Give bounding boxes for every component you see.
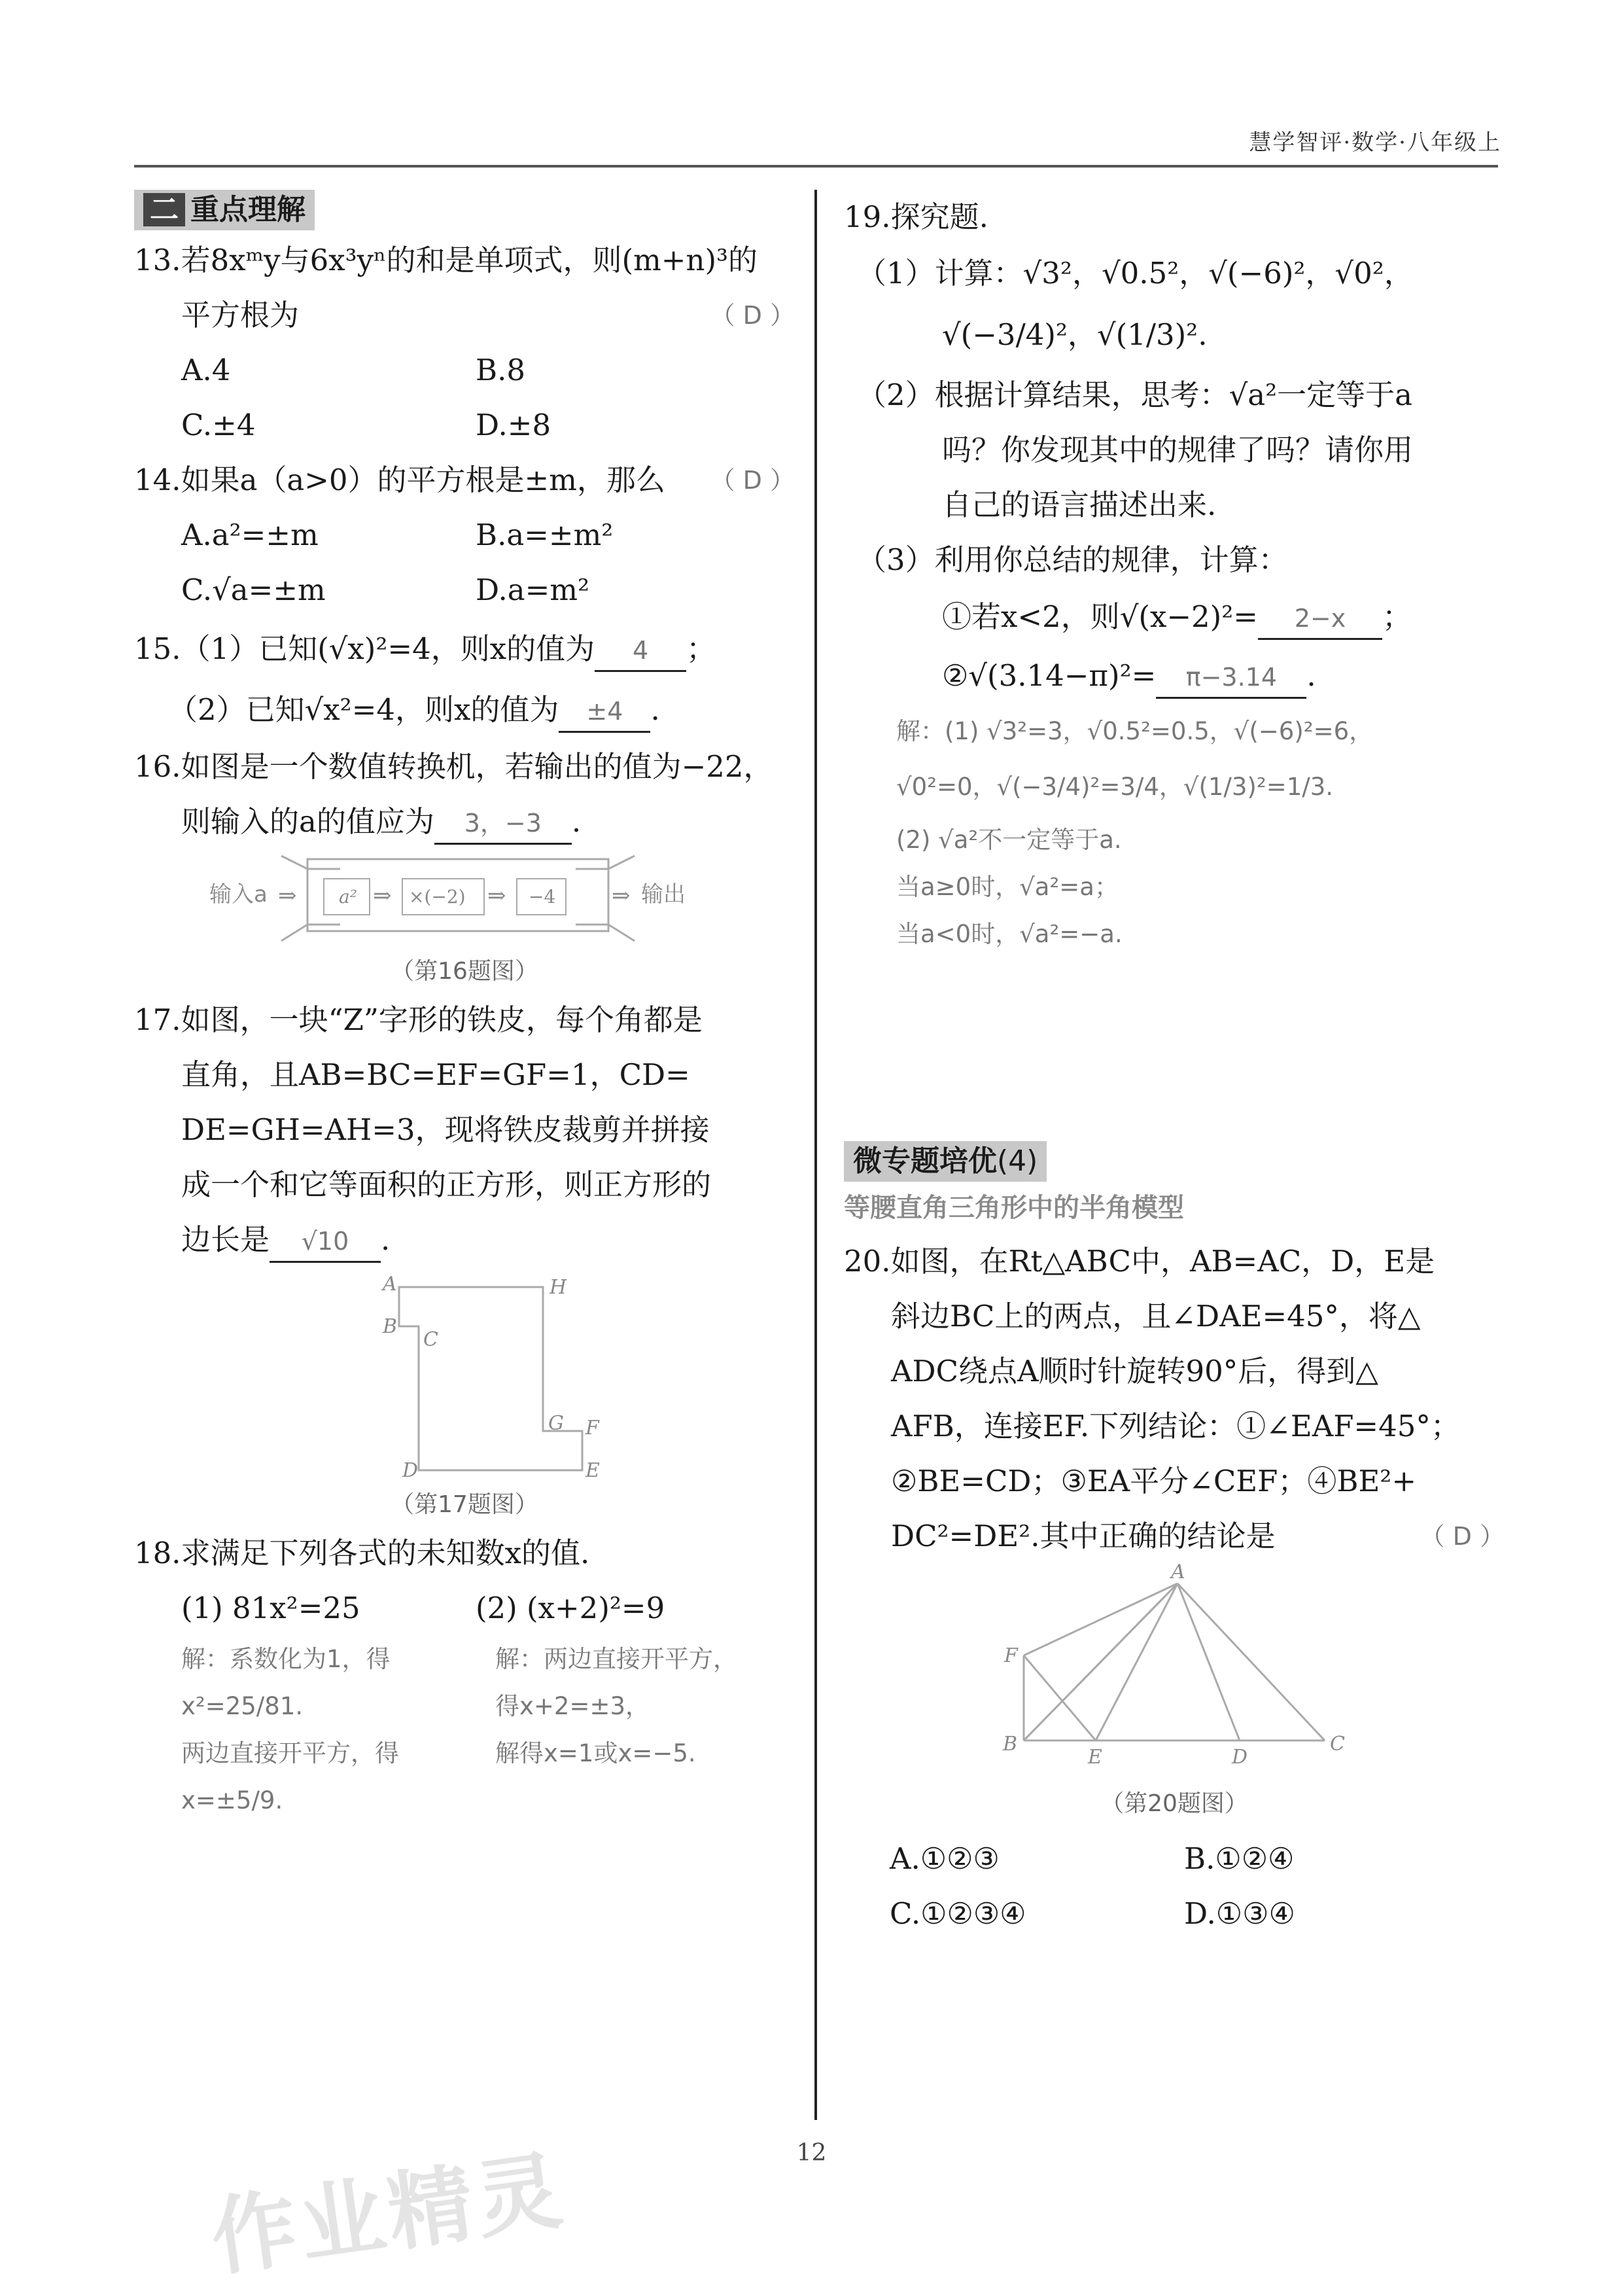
- q17-z-shape-diagram: [334, 1267, 600, 1483]
- q19-p3-b: ②√(3.14−π)²=: [942, 658, 1157, 693]
- question-20: [844, 1234, 1505, 1941]
- q20-option-d: D.①③④: [1184, 1896, 1295, 1931]
- q17-z-shape: [399, 1287, 582, 1470]
- q20-line6: DC²=DE².其中正确的结论是: [891, 1519, 1276, 1553]
- q17-label-h: H: [550, 1276, 567, 1299]
- q16-box3-text: −4: [529, 886, 556, 908]
- q14-line1: 14.如果a（a>0）的平方根是±m，那么: [134, 463, 665, 497]
- special-title: 微专题培优: [853, 1144, 997, 1178]
- q20-line1: 20.如图，在Rt△ABC中，AB=AC，D，E是: [844, 1244, 1435, 1279]
- special-topic-heading: [844, 1141, 1505, 1182]
- q20-line5: ②BE=CD；③EA平分∠CEF；④BE²+: [891, 1464, 1417, 1498]
- q17-end: .: [381, 1222, 391, 1257]
- q18-s2-line2: 得x+2=±3，: [495, 1692, 650, 1720]
- q20-label-a: A: [1171, 1561, 1185, 1583]
- q17-caption: （第17题图）: [391, 1491, 538, 1518]
- q20-option-b: B.①②④: [1184, 1841, 1295, 1876]
- header-rule: [134, 165, 1498, 168]
- q20-label-d: D: [1232, 1746, 1248, 1769]
- q18-s1-line3: 两边直接开平方，得: [181, 1739, 399, 1767]
- q20-line3: ADC绕点A顺时针旋转90°后，得到△: [891, 1354, 1378, 1388]
- arrow-icon: ⇒: [278, 883, 297, 909]
- q14-option-c: C.√a=±m: [181, 573, 326, 607]
- q19-p2-line2: 吗？你发现其中的规律了吗？请你用: [942, 433, 1414, 467]
- left-column: [134, 190, 795, 1824]
- q18-s2-line3: 解得x=1或x=−5.: [495, 1739, 696, 1767]
- arrow-icon: ⇒: [612, 883, 631, 909]
- q20-line4: AFB，连接EF.下列结论：①∠EAF=45°；: [891, 1409, 1460, 1443]
- q17-label-c: C: [423, 1328, 438, 1351]
- q14-answer: （ D ）: [710, 466, 795, 495]
- question-14: [134, 453, 795, 618]
- q16-output-label: 输出: [641, 881, 686, 908]
- q19-sol-line2: √0²=0，√(−3/4)²=3/4，√(1/3)²=1/3.: [896, 773, 1334, 801]
- question-19: [844, 190, 1505, 958]
- q20-triangle-diagram: [991, 1561, 1357, 1780]
- q19-title: 19.探究题.: [844, 200, 988, 234]
- q13-answer: （ D ）: [710, 301, 795, 330]
- q18-s2-line1: 解：两边直接开平方，: [495, 1645, 737, 1673]
- q16-caption: （第16题图）: [391, 958, 538, 985]
- q20-caption: （第20题图）: [1100, 1790, 1248, 1817]
- arrow-icon: ⇒: [373, 883, 392, 909]
- q13-option-c: C.±4: [181, 408, 256, 442]
- q13-option-b: B.8: [476, 353, 526, 387]
- q20-option-c: C.①②③④: [890, 1896, 1026, 1931]
- q19-sol-line5: 当a<0时，√a²=−a.: [896, 920, 1123, 948]
- q20-answer: （ D ）: [1420, 1522, 1505, 1551]
- q17-line3: DE=GH=AH=3，现将铁皮裁剪并拼接: [181, 1112, 710, 1147]
- q15-part2: （2）已知√x²=4，则x的值为: [168, 692, 559, 727]
- question-18: [134, 1526, 795, 1824]
- q17-answer: √10: [270, 1222, 381, 1263]
- q16-conversion-machine-diagram: [209, 849, 720, 947]
- q16-box2-text: ×(−2): [409, 886, 466, 908]
- q16-line2: 则输入的a的值应为: [181, 804, 434, 839]
- q19-p3-b-end: .: [1306, 658, 1316, 693]
- q17-label-d: D: [402, 1459, 419, 1482]
- q15-end1: ；: [686, 631, 716, 666]
- q18-s1-line2: x²=25/81.: [181, 1692, 304, 1720]
- section-heading: [134, 190, 795, 230]
- section-title: 重点理解: [190, 193, 305, 226]
- q19-solution: [844, 705, 1505, 958]
- q17-label-b: B: [383, 1315, 398, 1338]
- q20-label-b: B: [1003, 1733, 1018, 1756]
- q19-p3-a-end: ；: [1382, 599, 1412, 634]
- q19-p1-line1: （1）计算：√3²，√0.5²，√(−6)²，√0²，: [857, 256, 1414, 291]
- q19-p3-b-answer: π−3.14: [1156, 658, 1306, 699]
- q20-line2: 斜边BC上的两点，且∠DAE=45°，将△: [891, 1299, 1421, 1333]
- q18-line1: 18.求满足下列各式的未知数x的值.: [134, 1536, 590, 1570]
- q15-answer2: ±4: [559, 692, 650, 733]
- q13-line1: 13.若8xᵐy与6x³yⁿ的和是单项式，则(m+n)³的: [134, 243, 758, 277]
- q19-p3-a: ①若x<2，则√(x−2)²=: [942, 599, 1258, 634]
- question-13: [134, 233, 795, 453]
- q18-solution2: [495, 1636, 737, 1824]
- q13-option-a: A.4: [181, 353, 231, 387]
- q16-input-label: 输入a: [209, 881, 268, 908]
- special-num: (4): [997, 1144, 1038, 1178]
- right-column: [844, 190, 1505, 1941]
- q17-label-e: E: [585, 1459, 600, 1482]
- section-number: 二: [143, 193, 185, 226]
- q16-answer: 3，−3: [434, 804, 572, 845]
- q14-option-d: D.a=m²: [476, 573, 590, 607]
- q19-p2-line3: 自己的语言描述出来.: [942, 487, 1217, 522]
- q17-line4: 成一个和它等面积的正方形，则正方形的: [181, 1167, 712, 1202]
- q20-label-f: F: [1004, 1644, 1018, 1667]
- special-subtitle: 等腰直角三角形中的半角模型: [844, 1193, 1184, 1223]
- q18-s1-line1: 解：系数化为1，得: [181, 1645, 391, 1673]
- header-book-title: 慧学智评·数学·八年级上: [1249, 130, 1501, 156]
- question-16: [134, 739, 795, 986]
- q13-option-d: D.±8: [476, 408, 551, 442]
- q17-label-g: G: [548, 1412, 564, 1435]
- page-number: 12: [796, 2140, 827, 2166]
- watermark: 作业精灵: [205, 2140, 572, 2289]
- column-divider: [814, 190, 817, 2120]
- q14-option-a: A.a²=±m: [181, 518, 319, 552]
- q19-p3-a-answer: 2−x: [1258, 599, 1382, 640]
- q15-part1: 15.（1）已知(√x)²=4，则x的值为: [134, 631, 595, 666]
- q16-end: .: [571, 804, 582, 839]
- question-15: [134, 618, 795, 739]
- question-17: [134, 993, 795, 1519]
- q20-label-c: C: [1330, 1733, 1345, 1756]
- q19-sol-line1: 解：(1) √3²=3，√0.5²=0.5，√(−6)²=6，: [896, 717, 1374, 745]
- q18-part2: (2) (x+2)²=9: [476, 1591, 665, 1625]
- q17-line1: 17.如图，一块“Z”字形的铁皮，每个角都是: [134, 1002, 703, 1037]
- q19-sol-line3: (2) √a²不一定等于a.: [896, 826, 1122, 854]
- q19-p1-line2: √(−3/4)²，√(1/3)².: [942, 317, 1208, 352]
- q17-line2: 直角，且AB=BC=EF=GF=1，CD=: [181, 1057, 690, 1092]
- q17-label-a: A: [383, 1273, 397, 1296]
- q16-line1: 16.如图是一个数值转换机，若输出的值为−22，: [134, 749, 773, 784]
- q20-lines: [1024, 1583, 1325, 1740]
- q15-end2: .: [650, 692, 660, 727]
- q19-p2-line1: （2）根据计算结果，思考：√a²一定等于a: [857, 378, 1413, 412]
- q18-part1: (1) 81x²=25: [181, 1591, 360, 1625]
- arrow-icon: ⇒: [487, 883, 506, 909]
- q14-option-b: B.a=±m²: [476, 518, 614, 552]
- q13-line2: 平方根为: [181, 298, 300, 332]
- q19-p3-line1: （3）利用你总结的规律，计算：: [857, 542, 1288, 577]
- q20-label-e: E: [1088, 1746, 1102, 1769]
- q17-label-f: F: [585, 1417, 599, 1439]
- q18-s1-line4: x=±5/9.: [181, 1786, 283, 1814]
- q17-line5: 边长是: [181, 1222, 270, 1257]
- q20-option-a: A.①②③: [890, 1841, 1000, 1876]
- q16-box1-text: a²: [339, 886, 357, 908]
- q15-answer1: 4: [595, 631, 686, 672]
- q19-sol-line4: 当a≥0时，√a²=a；: [896, 873, 1119, 901]
- q18-solution1: [181, 1636, 495, 1824]
